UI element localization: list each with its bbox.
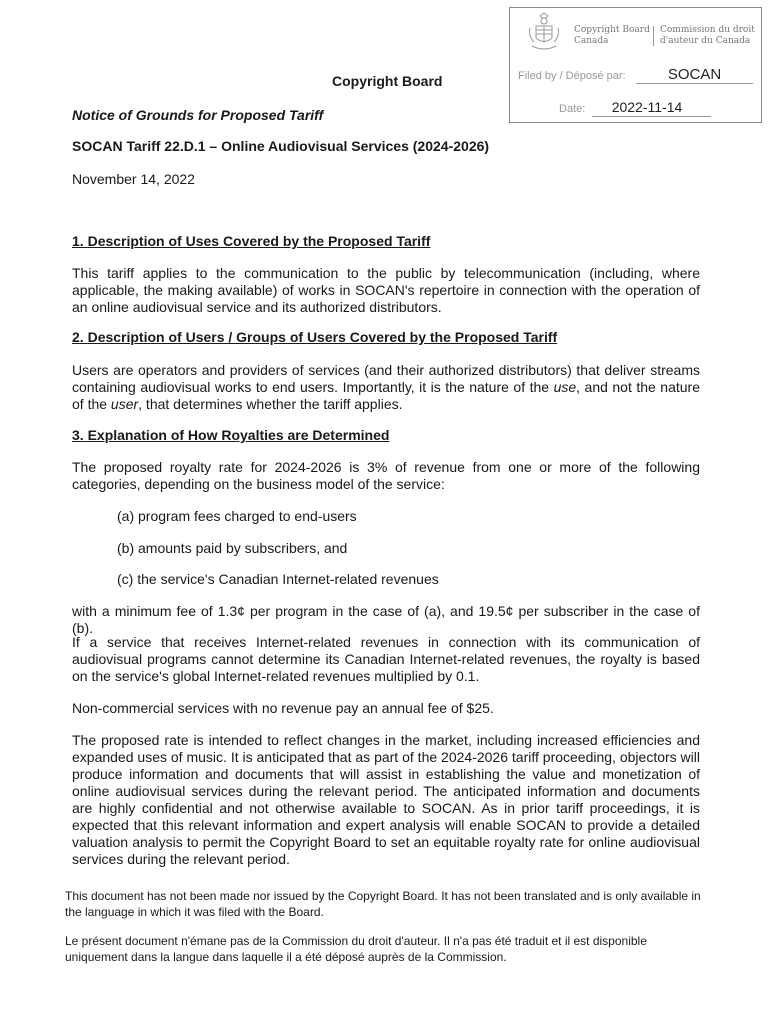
disclaimer-english: This document has not been made nor issued by the Copyright Board. It has not been translated and is only available in the language in which it was filed with the Board. (65, 889, 701, 919)
stamp-date-label: Date: (559, 103, 586, 115)
section-2-text-b: , and not the nature of the (72, 379, 700, 412)
notice-subtitle: Notice of Grounds for Proposed Tariff (72, 107, 324, 123)
filed-by-underline (636, 83, 753, 84)
board-name-french (660, 25, 755, 47)
filed-by-label: Filed by / Déposé par: (518, 70, 626, 82)
section-2-use: use (553, 379, 577, 395)
board-en-line-2: Canada (574, 36, 609, 46)
board-en-line-1: Copyright Board (574, 25, 650, 35)
section-3-title: Explanation of How Royalties are Determined (87, 427, 390, 443)
canada-coat-of-arms-icon (526, 12, 562, 54)
list-item-a: (a) program fees charged to end-users (117, 508, 357, 524)
global-revenue-paragraph: If a service that receives Internet-related revenues in connection with its communication of audiovisual programs cannot determine its Canadian Internet-related revenues, the royalty is based on the service's global Internet-related revenues multiplied by 0.1. (72, 634, 700, 684)
list-item-b: (b) amounts paid by subscribers, and (117, 540, 348, 556)
section-2-title: Description of Users / Groups of Users Covered by the Proposed Tariff (87, 329, 558, 345)
board-fr-line-1: Commission du droit (660, 25, 755, 35)
section-1-number: 1. (72, 233, 84, 249)
list-item-c: (c) the service's Canadian Internet-related revenues (117, 571, 439, 587)
section-2-user: user (110, 396, 139, 412)
section-2-text-a: Users are operators and providers of services (and their authorized distributors) that deliver streams containing audiovisual works to end users. Importantly, it is the nature of the (72, 362, 700, 395)
section-3-intro: The proposed royalty rate for 2024-2026 is 3% of revenue from one or more of the following categories, depending on the business model of the service: (72, 459, 700, 492)
minimum-fee-text: with a minimum fee of 1.3¢ per program in the case of (a), and 19.5¢ per subscriber in the case of (b). (72, 603, 700, 636)
section-1-heading (72, 233, 430, 249)
section-2-text (72, 362, 700, 413)
non-commercial-paragraph: Non-commercial services with no revenue pay an annual fee of $25. (72, 700, 494, 716)
stamp-divider (653, 26, 654, 46)
stamp-date-value: 2022-11-14 (611, 99, 683, 115)
rate-rationale-paragraph: The proposed rate is intended to reflect changes in the market, including increased efficiencies and expanded uses of music. It is anticipated that as part of the 2024-2026 tariff proceeding, objectors will produce information and documents that will assist in establishing the value and monetization of online audiovisual services during the relevant period. The anticipated information and documents are highly confidential and not otherwise available to SOCAN. As in prior tariff proceedings, it is expected that this relevant information and expert analysis will enable SOCAN to provide a detailed valuation analysis to permit the Copyright Board to set an equitable royalty rate for online audiovisual services during the relevant period. (72, 732, 700, 867)
section-2-number: 2. (72, 329, 84, 345)
filed-by-value: SOCAN (667, 66, 722, 83)
section-2-text-c: , that determines whether the tariff applies. (138, 396, 403, 412)
section-3-heading (72, 427, 389, 443)
section-1-text: This tariff applies to the communication to the public by telecommunication (including, where applicable, the making available) of works in SOCAN's repertoire in connection with the operation of an online audiovisual service and its authorized distributors. (72, 265, 700, 315)
page-title: Copyright Board (332, 73, 443, 89)
disclaimer-french: Le présent document n'émane pas de la Commission du droit d'auteur. Il n'a pas été traduit et il est disponible uniquement dans la langue dans laquelle il a été déposé auprès de la Commission. (65, 934, 647, 964)
section-1-title: Description of Uses Covered by the Proposed Tariff (87, 233, 431, 249)
board-name-english (574, 25, 650, 47)
section-2-heading (72, 329, 557, 345)
board-fr-line-2: d'auteur du Canada (660, 36, 751, 46)
stamp-date-underline (592, 116, 711, 117)
tariff-title: SOCAN Tariff 22.D.1 – Online Audiovisual Services (2024-2026) (72, 138, 490, 154)
section-3-number: 3. (72, 427, 84, 443)
document-date: November 14, 2022 (72, 171, 195, 187)
